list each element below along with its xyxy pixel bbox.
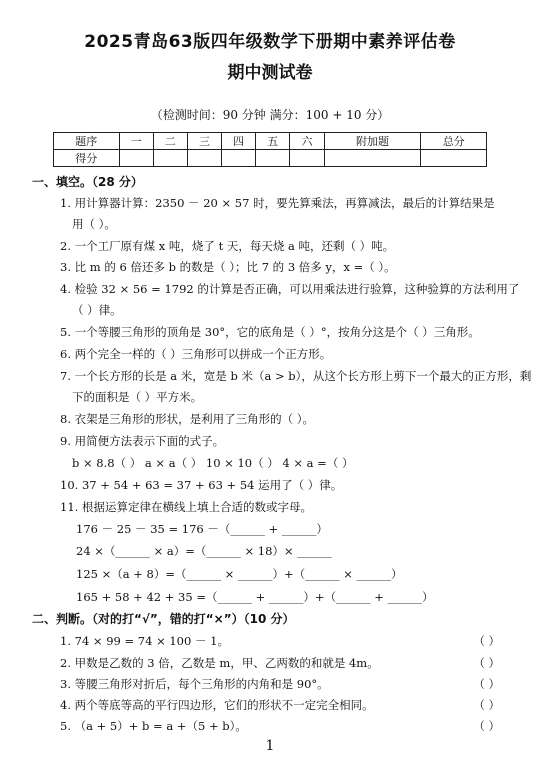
score-cell: 总分	[421, 133, 487, 150]
score-input-cell[interactable]	[290, 150, 324, 167]
question-line: 176 － 25 － 35 = 176 －（______ + ______）	[76, 522, 328, 536]
answer-paren[interactable]: （ ）	[473, 677, 500, 691]
score-input-cell[interactable]	[222, 150, 256, 167]
score-table	[53, 132, 487, 167]
question-line: 1. 用计算器计算：2350 － 20 × 57 时，要先算乘法，再算减法，最后的计算结果是	[60, 196, 495, 210]
question-line: 11. 根据运算定律在横线上填上合适的数或字母。	[60, 500, 312, 514]
score-input-cell[interactable]	[421, 150, 487, 167]
question-line: 用（ ）。	[72, 217, 116, 231]
question-line: 2. 一个工厂原有煤 x 吨，烧了 t 天，每天烧 a 吨，还剩（ ）吨。	[60, 239, 395, 253]
question-line: 下的面积是（ ）平方米。	[72, 390, 203, 404]
question-line: 165 + 58 + 42 + 35 =（______ + ______）+（______ + ______）	[76, 590, 434, 604]
score-input-cell[interactable]	[153, 150, 187, 167]
answer-paren[interactable]: （ ）	[473, 719, 500, 733]
score-input-cell[interactable]	[256, 150, 290, 167]
score-input-cell[interactable]	[119, 150, 153, 167]
question-line: 7. 一个长方形的长是 a 米，宽是 b 米（a > b），从这个长方形上剪下一个最大的正方形，剩	[60, 369, 532, 383]
score-table-header-row	[54, 133, 487, 150]
judge-item: 3. 等腰三角形对折后，每个三角形的内角和是 90°。	[60, 677, 329, 691]
judge-item: 4. 两个等底等高的平行四边形，它们的形状不一定完全相同。	[60, 698, 374, 712]
section2-heading: 二、判断。（对的打“√”，错的打“×”）（10 分）	[32, 612, 295, 626]
page-number: 1	[265, 738, 275, 754]
score-cell: 三	[187, 133, 221, 150]
question-line: 125 ×（a + 8）=（______ × ______）+（______ × ______）	[76, 567, 403, 581]
score-cell: 六	[290, 133, 324, 150]
question-line: 8. 衣架是三角形的形状，是利用了三角形的（ ）。	[60, 412, 315, 426]
question-line: b × 8.8（ ） a × a（ ） 10 × 10（ ） 4 × a =（ ）	[72, 456, 354, 470]
judge-item: 1. 74 × 99 = 74 × 100 － 1。	[60, 634, 229, 648]
score-cell: 四	[222, 133, 256, 150]
score-cell: 题序	[54, 133, 120, 150]
answer-paren[interactable]: （ ）	[473, 656, 500, 670]
score-cell: 二	[153, 133, 187, 150]
exam-info: （检测时间：90 分钟 满分：100 + 10 分）	[150, 108, 390, 122]
score-cell: 五	[256, 133, 290, 150]
judge-item: 2. 甲数是乙数的 3 倍，乙数是 m，甲、乙两数的和就是 4m。	[60, 656, 379, 670]
score-input-cell[interactable]	[324, 150, 421, 167]
score-cell: 附加题	[324, 133, 421, 150]
question-line: 9. 用简便方法表示下面的式子。	[60, 434, 225, 448]
score-input-cell[interactable]	[187, 150, 221, 167]
question-line: （ ）律。	[72, 303, 122, 317]
section1-heading: 一、填空。（28 分）	[32, 175, 143, 189]
judge-item: 5. （a + 5）+ b = a +（5 + b）。	[60, 719, 247, 733]
question-line: 4. 检验 32 × 56 = 1792 的计算是否正确，可以用乘法进行验算，这种验算的方法利用了	[60, 282, 520, 296]
answer-paren[interactable]: （ ）	[473, 698, 500, 712]
score-row-label: 得分	[54, 150, 120, 167]
exam-title: 2025青岛63版四年级数学下册期中素养评估卷	[84, 32, 456, 52]
question-line: 10. 37 + 54 + 63 = 37 + 63 + 54 运用了（ ）律。	[60, 478, 343, 492]
question-line: 3. 比 m 的 6 倍还多 b 的数是（ ）；比 7 的 3 倍多 y，x =（ ）。	[60, 260, 396, 274]
answer-paren[interactable]: （ ）	[473, 634, 500, 648]
question-line: 6. 两个完全一样的（ ）三角形可以拼成一个正方形。	[60, 347, 332, 361]
question-line: 5. 一个等腰三角形的顶角是 30°，它的底角是（ ）°，按角分这是个（ ）三角形。	[60, 325, 480, 339]
score-table-score-row	[54, 150, 487, 167]
question-line: 24 ×（______ × a）=（______ × 18）× ______	[76, 544, 332, 558]
exam-subtitle: 期中测试卷	[227, 63, 313, 83]
score-cell: 一	[119, 133, 153, 150]
